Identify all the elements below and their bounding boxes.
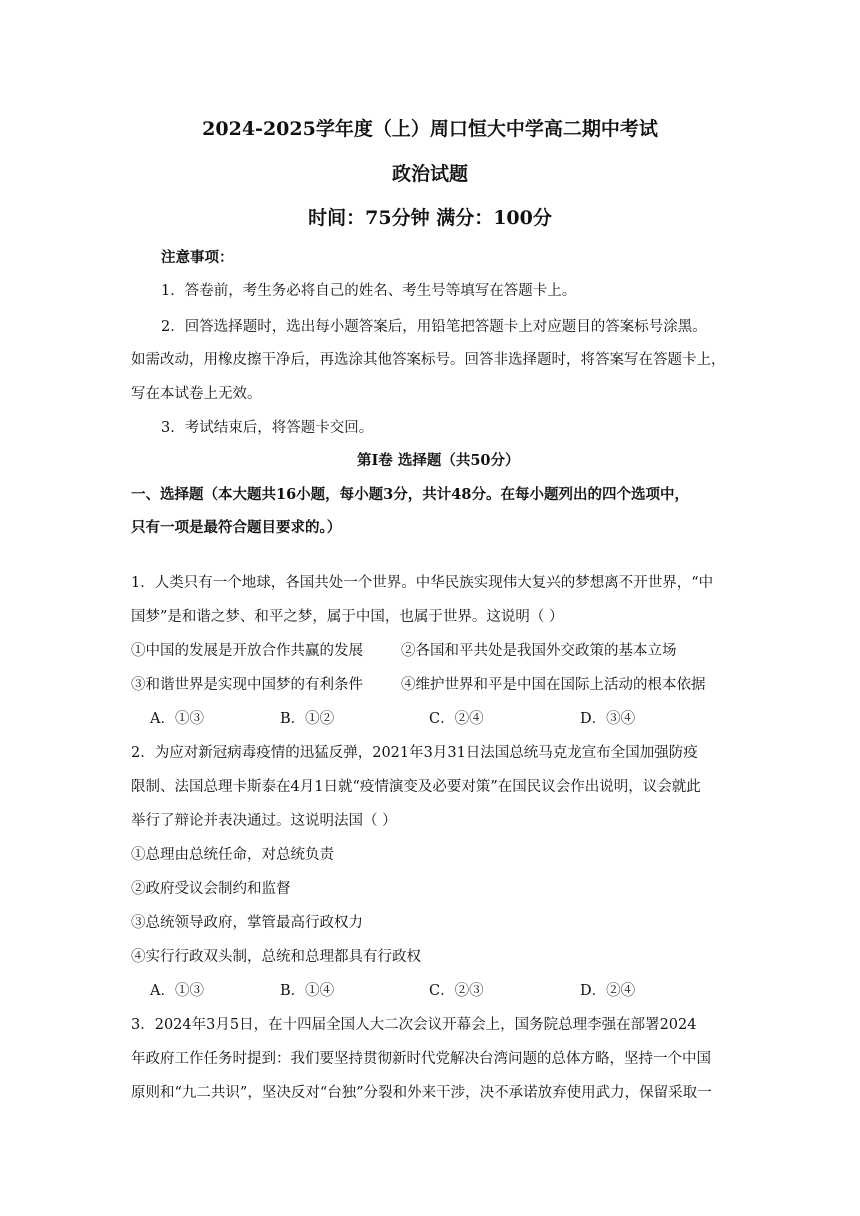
q1-stem-line-2: 国梦”是和谐之梦、和平之梦，属于中国，也属于世界。这说明（ ）: [131, 609, 564, 625]
notice-item-1: 1．答卷前，考生务必将自己的姓名、考生号等填写在答题卡上。: [161, 283, 577, 299]
q3-stem-line-2: 年政府工作任务时提到：我们要坚持贯彻新时代党解决台湾问题的总体方略，坚持一个中国: [131, 1051, 711, 1067]
notice-item-2-line-1: 2．回答选择题时，选出每小题答案后，用铅笔把答题卡上对应题目的答案标号涂黑。: [161, 319, 707, 335]
q2-statement-1: ①总理由总统任命，对总统负责: [131, 847, 334, 863]
q2-option-a: A．①③: [150, 983, 204, 999]
q1-stem-line-1: 1．人类只有一个地球，各国共处一个世界。中华民族实现伟大复兴的梦想离不开世界，“中: [131, 575, 714, 591]
q2-option-d: D．②④: [580, 983, 636, 999]
q2-stem-line-3: 举行了辩论并表决通过。这说明法国（ ）: [131, 813, 397, 829]
section-instruction-line-1: 一、选择题（本大题共16小题，每小题3分，共计48分。在每小题列出的四个选项中，: [131, 486, 689, 503]
section-title: 第Ⅰ卷 选择题（共50分）: [357, 452, 520, 469]
time-info: 时间：75分钟 满分：100分: [308, 207, 552, 229]
q2-stem-line-2: 限制、法国总理卡斯泰在4月1日就“疫情演变及必要对策”在国民议会作出说明，议会就此: [131, 779, 701, 795]
notice-item-3: 3．考试结束后，将答题卡交回。: [161, 420, 374, 436]
q3-stem-line-3: 原则和“九二共识”，坚决反对“台独”分裂和外来干涉，决不承诺放弃使用武力，保留采取一: [131, 1085, 712, 1101]
q1-option-c: C．②④: [429, 711, 484, 727]
notice-item-2-line-2: 如需改动，用橡皮擦干净后，再选涂其他答案标号。回答非选择题时，将答案写在答题卡上，: [131, 352, 726, 368]
section-instruction-line-2: 只有一项是最符合题目要求的。）: [131, 519, 342, 536]
q1-statement-3: ③和谐世界是实现中国梦的有利条件: [131, 677, 363, 693]
q2-stem-line-1: 2．为应对新冠病毒疫情的迅猛反弹，2021年3月31日法国总统马克龙宣布全国加强防疫: [131, 745, 698, 761]
q2-option-c: C．②③: [429, 983, 484, 999]
exam-title: 2024-2025学年度（上）周口恒大中学高二期中考试: [202, 118, 658, 140]
subject-title: 政治试题: [391, 163, 468, 185]
q2-option-b: B．①④: [280, 983, 335, 999]
q1-statement-4: ④维护世界和平是中国在国际上活动的根本依据: [401, 677, 706, 693]
q3-stem-line-1: 3．2024年3月5日，在十四届全国人大二次会议开幕会上，国务院总理李强在部署2024: [131, 1017, 697, 1033]
q1-statement-2: ②各国和平共处是我国外交政策的基本立场: [401, 643, 677, 659]
q1-option-a: A．①③: [150, 711, 204, 727]
q1-option-d: D．③④: [580, 711, 636, 727]
notice-item-2-line-3: 写在本试卷上无效。: [131, 386, 262, 402]
notice-heading: 注意事项：: [161, 249, 234, 266]
q1-statement-1: ①中国的发展是开放合作共赢的发展: [131, 643, 363, 659]
q2-statement-3: ③总统领导政府，掌管最高行政权力: [131, 915, 363, 931]
q1-option-b: B．①②: [280, 711, 335, 727]
q2-statement-4: ④实行行政双头制，总统和总理都具有行政权: [131, 949, 421, 965]
q2-statement-2: ②政府受议会制约和监督: [131, 881, 291, 897]
